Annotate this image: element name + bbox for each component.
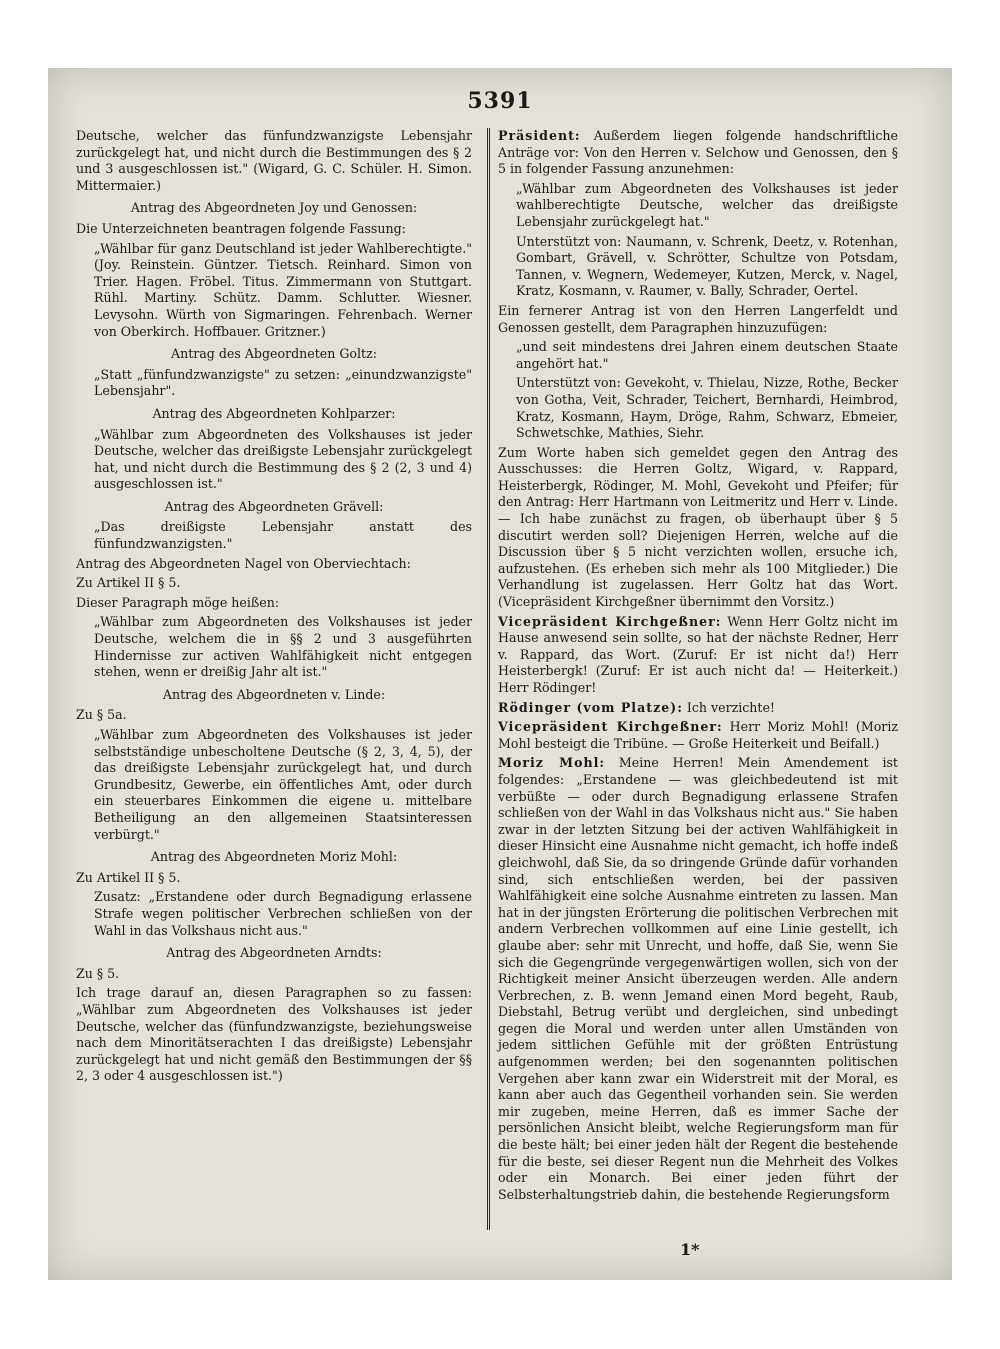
speaker-name: Rödinger (vom Platze): [498,699,683,715]
article-ref: Zu Artikel II § 5. [76,575,181,591]
paragraph: Die Unterzeichneten beantragen folgende Fassung: [76,220,406,236]
speech-text: Wenn Herr Goltz nicht im Hause anwesend sein sollte, so hat der nächste Redner, Herr v. Rappard, das Wort. (Zuruf: Er ist nicht da!) Herr Heisterbergk! (Zuruf: Er ist auch nicht da! — Heiterkeit.) Herr Rödinger! [498,613,898,695]
speaker-name: Moriz Mohl: [498,755,606,771]
motion-heading: Antrag des Abgeordneten Grävell: [164,498,384,514]
motion-text: „Wählbar zum Abgeordneten des Volkshauses ist jeder selbstständige unbescholtene Deutsche (§ 2, 3, 4, 5), der das dreißigste Lebensjahr zurückgelegt hat, und durch Grundbesitz, Gewerbe, ein öffentliches Amt, oder durch ein steuerbares Einkommen die eigene u. mittelbare Betheiligung an den allgemeinen Staatsinteressen verbürgt." [94,727,472,842]
speech [498,128,898,178]
motion-text: „Das dreißigste Lebensjahr anstatt des fünfundzwanzigsten." [94,519,472,552]
speech-text: Ich verzichte! [686,699,775,715]
speech [498,755,898,1203]
speech-text: Meine Herren! Mein Amendement ist folgendes: „Erstandene — was gleichbedeutend ist mit verbüßte — oder durch Begnadigung erlassene Strafen schließen von der Wahl in das Volkshaus nicht aus." Sie haben zwar in der letzten Sitzung bei der activen Wahlfähigkeit in dieser Hinsicht eine Ausnahme nicht gemacht, ich hoffe indeß gleichwohl, daß Sie, da so dringende Gründe dafür vorhanden sind, sich entschließen werden, bei der passiven Wahlfähigkeit eine solche Ausnahme eintreten zu lassen. Man hat in der jüngsten Erörterung die politischen Verbrechen mit andern Verbrechen vollkommen auf eine Linie gestellt, ich glaube aber: sehr mit Unrecht, und hoffe, daß Sie, wenn Sie sich die Gegengründe vergegenwärtigen wollen, sich von der Richtigkeit meiner Ansicht überzeugen werden. Alle andern Verbrechen, z. B. wenn Jemand einen Mord begeht, Raub, Diebstahl, Betrug verübt und dergleichen, sind unbedingt gegen die Moral und werden unter allen Umständen von jedem sittlichen Gefühle mit der größten Entrüstung aufgenommen werden; bei den sogenannten politischen Vergehen aber kann zwar ein Widerstreit mit der Moral, es kann aber auch das Gegentheil vorhanden sein. Sie werden mir zugeben, meine Herren, daß es immer Sache der persönlichen Ansicht bleibt, welche Regierungsform man für die beste hält; bei einer jeden hält der Regent die bestehende für die beste, sei dieser Regent nun die Mehrheit des Volkes oder ein Monarch. Bei einer jeden führt der Selbsterhaltungstrieb dahin, die bestehende Regierungsform [498,755,898,1202]
page-number: 5391 [467,88,533,114]
speech [498,614,898,697]
speech-text: Außerdem liegen folgende handschriftliche Anträge vor: Von den Herren v. Selchow und Genossen, den § 5 in folgender Fassung anzunehmen: [498,128,898,177]
motion-text: „Wählbar zum Abgeordneten des Volkshauses ist jeder Deutsche, welcher das dreißigste Lebensjahr zurückgelegt hat, und nicht durch die Bestimmung des § 2 (2, 3 und 4) ausgeschlossen ist." [94,426,472,492]
motion-heading: Antrag des Abgeordneten Goltz: [171,346,377,362]
motion-heading: Antrag des Abgeordneten Moriz Mohl: [150,849,398,865]
article-ref: Zu Artikel II § 5. [76,869,181,885]
motion-heading: Antrag des Abgeordneten Nagel von Oberviechtach: [76,555,411,571]
right-column [498,128,898,1206]
motion-heading: Antrag des Abgeordneten Kohlparzer: [152,405,396,421]
paragraph: Dieser Paragraph möge heißen: [76,594,280,610]
supporters: Unterstützt von: Naumann, v. Schrenk, Deetz, v. Rotenhan, Gombart, Grävell, v. Schrötter, Schultze von Potsdam, Tannen, v. Wegnern, Wedemeyer, Kutzen, Merck, v. Nagel, Kratz, Kosmann, v. Raumer, v. Bally, Schrader, Oertel. [516,233,898,299]
motion-text: „Wählbar für ganz Deutschland ist jeder Wahlberechtigte." (Joy. Reinstein. Güntzer. Tietsch. Reinhard. Simon von Trier. Hagen. Fröbel. Titus. Zimmermann von Stuttgart. Rühl. Martiny. Schütz. Damm. Schlutter. Wiesner. Levysohn. Würth von Sigmaringen. Fehrenbach. Werner von Oberkirch. Hoffbauer. Gritzner.) [94,240,472,339]
motion-heading: Antrag des Abgeordneten v. Linde: [162,686,386,702]
paragraph: Deutsche, welcher das fünfundzwanzigste Lebensjahr zurückgelegt hat, und nicht durch die Bestimmungen des § 2 und 3 ausgeschlossen ist." (Wigard, G. C. Schüler. H. Simon. Mittermaier.) [76,128,472,193]
motion-heading: Antrag des Abgeordneten Joy und Genossen: [130,200,418,216]
article-ref: Zu § 5. [76,965,120,981]
speaker-name: Präsident: [498,128,581,143]
article-ref: Zu § 5a. [76,707,127,723]
motion-text: „und seit mindestens drei Jahren einem deutschen Staate angehört hat." [516,339,898,371]
motion-text: „Wählbar zum Abgeordneten des Volkshauses ist jeder wahlberechtigte Deutsche, welcher das dreißigste Lebensjahr zurückgelegt hat." [516,180,898,229]
speaker-name: Vicepräsident Kirchgeßner: [498,613,722,629]
paragraph: Ich trage darauf an, diesen Paragraphen so zu fassen: „Wählbar zum Abgeordneten des Volkshauses ist jeder Deutsche, welcher das (fünfundzwanzigste, beziehungsweise nach dem Minoritätserachten I das dreißigste) Lebensjahr zurückgelegt hat und nicht gemäß den Bestimmungen der §§ 2, 3 oder 4 ausgeschlossen ist.") [76,985,472,1084]
column-divider [487,128,490,1230]
motion-text: „Statt „fünfundzwanzigste" zu setzen: „einundzwanzigste" Lebensjahr". [94,366,472,399]
paragraph: Ein fernerer Antrag ist von den Herren Langerfeldt und Genossen gestellt, dem Paragraphen hinzuzufügen: [498,302,898,335]
motion-text: Zusatz: „Erstandene oder durch Begnadigung erlassene Strafe wegen politischer Verbrechen schließen von der Wahl in das Volkshaus nicht aus." [94,889,472,938]
signature-mark: 1* [680,1240,700,1259]
speech-text: Herr Moriz Mohl! (Moriz Mohl besteigt die Tribüne. — Große Heiterkeit und Beifall.) [498,719,898,751]
supporters: Unterstützt von: Gevekoht, v. Thielau, Nizze, Rothe, Becker von Gotha, Veit, Schrader, Teichert, Bernhardi, Heimbrod, Kratz, Kosmann, Haym, Dröge, Rahm, Schwarz, Ebmeier, Schwetschke, Mathies, Siehr. [516,375,898,441]
motion-heading: Antrag des Abgeordneten Arndts: [166,945,382,961]
left-column [76,128,472,1088]
speaker-name: Vicepräsident Kirchgeßner: [498,719,723,735]
paragraph: Zum Worte haben sich gemeldet gegen den Antrag des Ausschusses: die Herren Goltz, Wigard, v. Rappard, Heisterbergk, Rödinger, M. Mohl, Gevekoht und Pfeifer; für den Antrag: Herr Hartmann von Leitmeritz und Herr v. Linde. — Ich habe zunächst zu fragen, ob überhaupt über § 5 discutirt werden soll? Diejenigen Herren, welche auf die Discussion über § 5 nicht verzichten wollen, ersuche ich, aufzustehen. (Es erheben sich mehr als 100 Mitglieder.) Die Verhandlung ist zugelassen. Herr Goltz hat das Wort. (Vicepräsident Kirchgeßner übernimmt den Vorsitz.) [498,444,898,610]
speech [498,719,898,752]
speech [498,700,898,717]
motion-text: „Wählbar zum Abgeordneten des Volkshauses ist jeder Deutsche, welchem die in §§ 2 und 3 ausgeführten Hindernisse zur activen Wahlfähigkeit nicht entgegen stehen, wenn er dreißig Jahr alt ist." [94,614,472,680]
